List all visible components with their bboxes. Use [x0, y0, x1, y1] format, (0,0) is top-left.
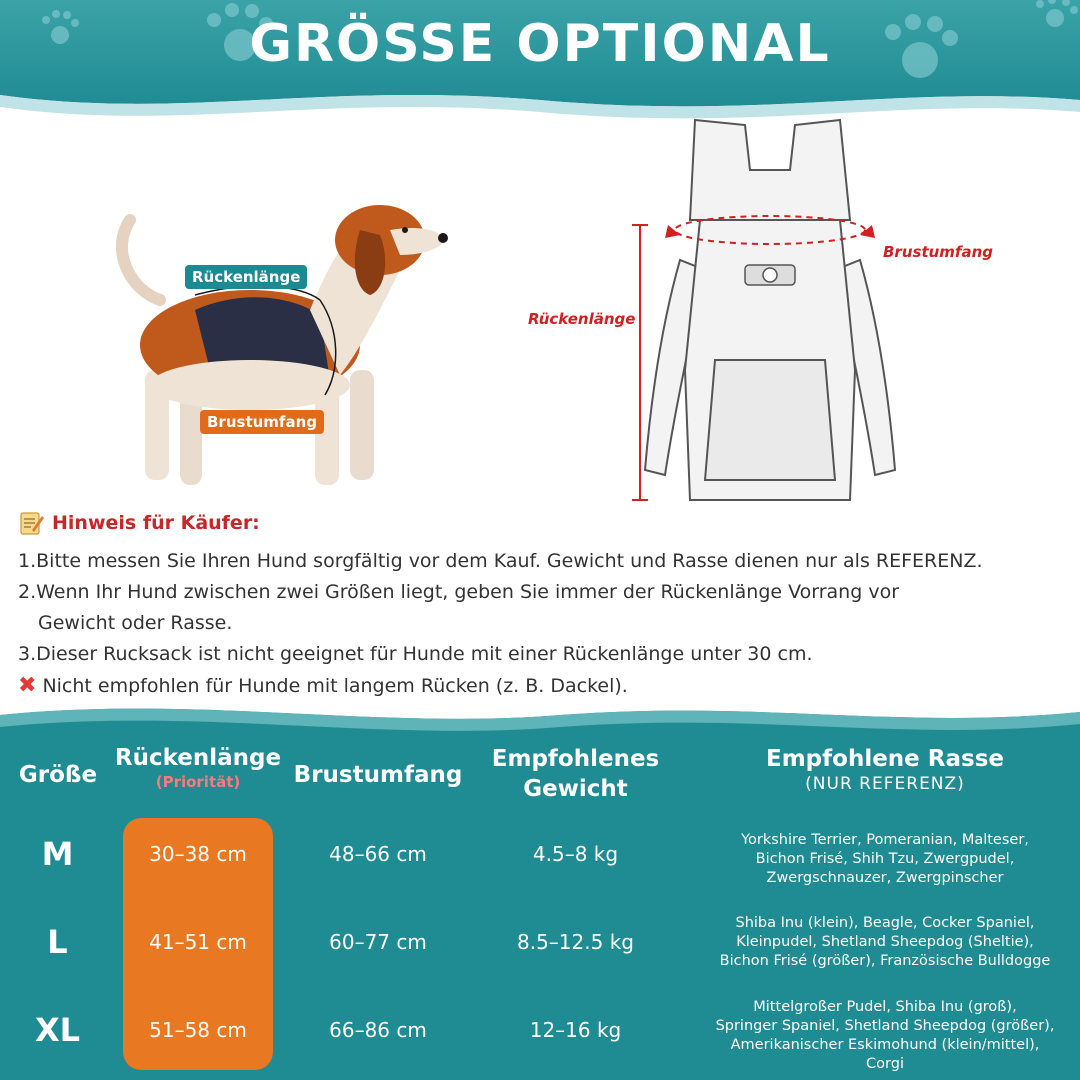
notes-header — [18, 510, 1068, 536]
header-back-length-label: Rückenlänge — [114, 745, 282, 771]
header-breed-sub: (NUR REFERENZ) — [805, 774, 965, 794]
cross-icon: ✖ — [18, 673, 37, 698]
buyer-notes — [18, 510, 1068, 702]
size-table — [0, 700, 1080, 1080]
dog-chest-label: Brustumfang — [200, 410, 324, 434]
chest-xl: 66–86 cm — [329, 1018, 427, 1042]
note-line-1: 1.Bitte messen Sie Ihren Hund sorgfältig vor dem Kauf. Gewicht und Rasse dienen nur als REFERENZ. — [18, 550, 983, 572]
notes-title: Hinweis für Käufer: — [52, 512, 260, 534]
header-weight-line1: Empfohlenes — [491, 746, 660, 772]
header-priority: (Priorität) — [155, 773, 241, 791]
size-l: L — [47, 923, 68, 961]
header-breed — [700, 744, 1070, 794]
weight-m: 4.5–8 kg — [532, 842, 619, 866]
header-breed-label: Empfohlene Rasse — [766, 746, 1004, 772]
header-weight-line2: Gewicht — [523, 776, 628, 802]
memo-icon — [18, 510, 44, 536]
breed-xl-line: Corgi — [866, 1056, 904, 1072]
back-l: 41–51 cm — [149, 930, 247, 954]
breed-l — [700, 914, 1070, 971]
breed-m-line: Zwergschnauzer, Zwergpinscher — [766, 870, 1004, 886]
note-line-2-cont: Gewicht oder Rasse. — [38, 612, 233, 634]
backpack-back-length-label: Rückenlänge — [528, 310, 636, 328]
dog-illustration — [100, 200, 460, 500]
dog-back-length-label: Rückenlänge — [185, 265, 307, 289]
chest-l: 60–77 cm — [329, 930, 427, 954]
breed-xl-line: Springer Spaniel, Shetland Sheepdog (größer), — [715, 1018, 1055, 1034]
header-weight — [478, 744, 673, 804]
note-line-3: 3.Dieser Rucksack ist nicht geeignet für Hunde mit einer Rückenlänge unter 30 cm. — [18, 643, 813, 665]
breed-l-line: Kleinpudel, Shetland Sheepdog (Sheltie), — [736, 934, 1034, 950]
breed-l-line: Bichon Frisé (größer), Französische Bulldogge — [719, 953, 1051, 969]
chest-m: 48–66 cm — [329, 842, 427, 866]
note-line-4-text: Nicht empfohlen für Hunde mit langem Rücken (z. B. Dackel). — [42, 675, 628, 697]
breed-m — [700, 831, 1070, 888]
header-back-length — [108, 743, 288, 791]
weight-xl: 12–16 kg — [529, 1018, 622, 1042]
note-line-2: 2.Wenn Ihr Hund zwischen zwei Größen liegt, geben Sie immer der Rückenlänge Vorrang vor — [18, 581, 900, 603]
note-line-4 — [18, 670, 1068, 702]
page-title: GRÖSSE OPTIONAL — [249, 14, 831, 74]
weight-l: 8.5–12.5 kg — [517, 930, 634, 954]
header-size: Größe — [18, 762, 98, 788]
header-chest: Brustumfang — [293, 762, 463, 788]
breed-l-line: Shiba Inu (klein), Beagle, Cocker Spaniel, — [735, 915, 1035, 931]
breed-m-line: Bichon Frisé, Shih Tzu, Zwergpudel, — [755, 851, 1015, 867]
breed-xl-line: Mittelgroßer Pudel, Shiba Inu (groß), — [753, 999, 1017, 1015]
back-m: 30–38 cm — [149, 842, 247, 866]
size-m: M — [41, 835, 74, 873]
backpack-illustration — [620, 110, 920, 510]
size-xl: XL — [34, 1011, 81, 1049]
backpack-chest-label: Brustumfang — [883, 243, 993, 261]
back-xl: 51–58 cm — [149, 1018, 247, 1042]
breed-m-line: Yorkshire Terrier, Pomeranian, Malteser, — [741, 832, 1029, 848]
breed-xl-line: Amerikanischer Eskimohund (klein/mittel), — [730, 1037, 1040, 1053]
breed-xl — [700, 998, 1070, 1074]
